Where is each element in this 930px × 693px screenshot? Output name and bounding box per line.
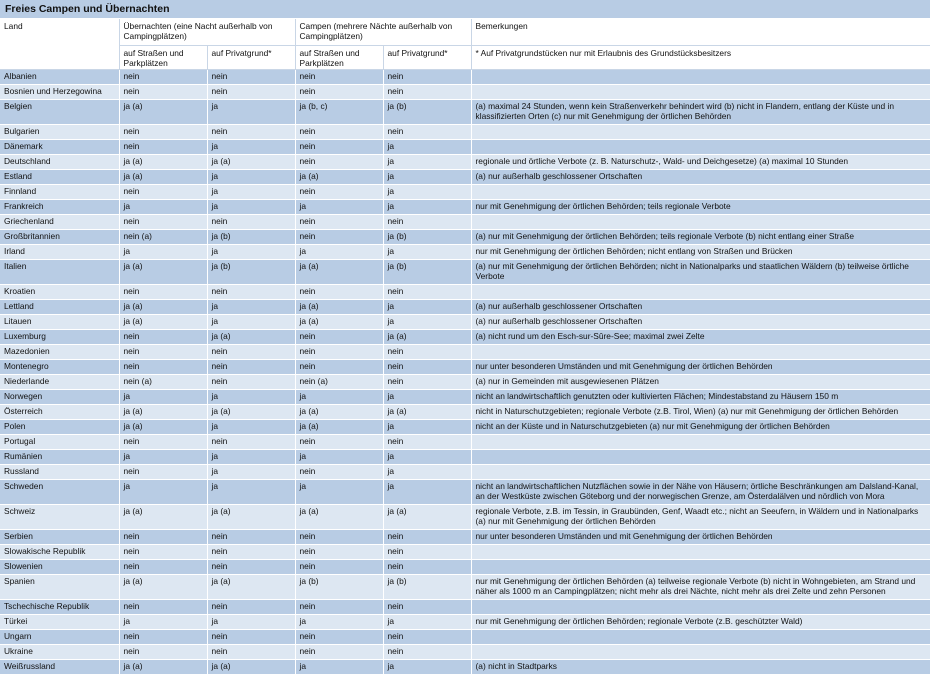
cell-campen-privat: ja	[383, 199, 471, 214]
cell-uebernachten-strassen: nein	[119, 344, 207, 359]
cell-uebernachten-privat: nein	[207, 559, 295, 574]
table-row	[0, 139, 930, 154]
cell-bemerkungen	[471, 629, 930, 644]
cell-bemerkungen	[471, 544, 930, 559]
table-row	[0, 314, 930, 329]
cell-uebernachten-privat: ja	[207, 479, 295, 504]
cell-land: Slowenien	[0, 559, 119, 574]
table-row	[0, 69, 930, 84]
cell-campen-privat: nein	[383, 69, 471, 84]
cell-uebernachten-privat: nein	[207, 69, 295, 84]
cell-land: Frankreich	[0, 199, 119, 214]
cell-uebernachten-privat: ja (a)	[207, 504, 295, 529]
cell-bemerkungen	[471, 84, 930, 99]
cell-uebernachten-strassen: nein	[119, 629, 207, 644]
cell-campen-strassen: nein	[295, 214, 383, 229]
cell-bemerkungen: nicht an landwirtschaftlichen Nutzflächen sowie in der Nähe von Häusern; örtliche Beschränkungen am Dalsland-Kanal, an der Westküste zwischen Göteborg und der norwegischen Grenze, am Österdalälven und nördlich von Mora	[471, 479, 930, 504]
header-c-privat: auf Privatgrund*	[383, 45, 471, 69]
camping-table	[0, 19, 930, 675]
cell-land: Schweden	[0, 479, 119, 504]
cell-campen-strassen: ja	[295, 479, 383, 504]
table-row	[0, 284, 930, 299]
cell-uebernachten-privat: nein	[207, 644, 295, 659]
cell-campen-privat: nein	[383, 344, 471, 359]
cell-land: Bosnien und Herzegowina	[0, 84, 119, 99]
cell-uebernachten-strassen: ja	[119, 614, 207, 629]
cell-uebernachten-privat: nein	[207, 599, 295, 614]
cell-campen-strassen: ja (b)	[295, 574, 383, 599]
cell-bemerkungen	[471, 434, 930, 449]
table-row	[0, 359, 930, 374]
cell-bemerkungen	[471, 344, 930, 359]
cell-campen-privat: ja	[383, 154, 471, 169]
cell-campen-strassen: ja (a)	[295, 419, 383, 434]
table-row	[0, 374, 930, 389]
cell-uebernachten-strassen: nein	[119, 84, 207, 99]
cell-campen-strassen: nein	[295, 284, 383, 299]
cell-uebernachten-strassen: nein	[119, 284, 207, 299]
cell-uebernachten-privat: ja (a)	[207, 404, 295, 419]
cell-campen-strassen: ja	[295, 389, 383, 404]
cell-uebernachten-privat: ja	[207, 169, 295, 184]
cell-campen-strassen: nein	[295, 154, 383, 169]
cell-uebernachten-strassen: ja (a)	[119, 154, 207, 169]
cell-land: Lettland	[0, 299, 119, 314]
cell-uebernachten-privat: ja	[207, 99, 295, 124]
cell-campen-strassen: nein	[295, 434, 383, 449]
cell-campen-strassen: nein	[295, 529, 383, 544]
cell-campen-privat: nein	[383, 529, 471, 544]
header-footnote: * Auf Privatgrundstücken nur mit Erlaubnis des Grundstücksbesitzers	[471, 45, 930, 69]
cell-land: Kroatien	[0, 284, 119, 299]
cell-campen-privat: nein	[383, 374, 471, 389]
cell-campen-privat: nein	[383, 629, 471, 644]
table-row	[0, 169, 930, 184]
table-row	[0, 99, 930, 124]
cell-campen-strassen: nein	[295, 599, 383, 614]
cell-campen-privat: ja	[383, 169, 471, 184]
cell-uebernachten-privat: ja	[207, 449, 295, 464]
table-row	[0, 344, 930, 359]
cell-uebernachten-strassen: nein	[119, 184, 207, 199]
cell-bemerkungen	[471, 124, 930, 139]
header-campen: Campen (mehrere Nächte außerhalb von Campingplätzen)	[295, 19, 471, 45]
cell-uebernachten-strassen: ja	[119, 449, 207, 464]
cell-campen-privat: ja	[383, 449, 471, 464]
cell-bemerkungen: nur mit Genehmigung der örtlichen Behörden (a) teilweise regionale Verbote (b) nicht in Wohngebieten, am Strand und näher als 1000 m an Campingplätzen; nicht mehr als drei Nächte, nicht mehr als drei Zelte und zehn Personen	[471, 574, 930, 599]
cell-uebernachten-privat: nein	[207, 434, 295, 449]
cell-uebernachten-strassen: nein	[119, 329, 207, 344]
cell-land: Slowakische Republik	[0, 544, 119, 559]
header-row-sub	[0, 45, 930, 69]
table-row	[0, 124, 930, 139]
cell-uebernachten-strassen: nein	[119, 124, 207, 139]
cell-bemerkungen	[471, 184, 930, 199]
cell-land: Ukraine	[0, 644, 119, 659]
cell-campen-strassen: ja (b, c)	[295, 99, 383, 124]
table-row	[0, 464, 930, 479]
cell-bemerkungen	[471, 69, 930, 84]
cell-uebernachten-strassen: nein	[119, 359, 207, 374]
cell-land: Italien	[0, 259, 119, 284]
table-row	[0, 659, 930, 674]
cell-uebernachten-privat: ja	[207, 419, 295, 434]
cell-campen-privat: ja	[383, 389, 471, 404]
cell-land: Spanien	[0, 574, 119, 599]
cell-uebernachten-privat: ja	[207, 614, 295, 629]
cell-bemerkungen: (a) nur in Gemeinden mit ausgewiesenen Plätzen	[471, 374, 930, 389]
cell-campen-privat: ja	[383, 299, 471, 314]
cell-uebernachten-privat: nein	[207, 374, 295, 389]
table-row	[0, 389, 930, 404]
cell-campen-strassen: nein	[295, 124, 383, 139]
table-row	[0, 599, 930, 614]
cell-campen-strassen: ja	[295, 244, 383, 259]
cell-campen-privat: ja	[383, 659, 471, 674]
cell-land: Schweiz	[0, 504, 119, 529]
cell-campen-strassen: nein	[295, 69, 383, 84]
cell-campen-strassen: nein	[295, 644, 383, 659]
cell-bemerkungen: (a) nur außerhalb geschlossener Ortschaften	[471, 314, 930, 329]
cell-uebernachten-strassen: nein	[119, 69, 207, 84]
cell-campen-privat: ja	[383, 479, 471, 504]
cell-campen-strassen: ja	[295, 659, 383, 674]
cell-uebernachten-strassen: ja (a)	[119, 259, 207, 284]
cell-uebernachten-strassen: ja (a)	[119, 574, 207, 599]
table-row	[0, 229, 930, 244]
table-row	[0, 299, 930, 314]
cell-uebernachten-strassen: nein	[119, 139, 207, 154]
cell-bemerkungen	[471, 214, 930, 229]
cell-campen-privat: ja	[383, 314, 471, 329]
cell-land: Polen	[0, 419, 119, 434]
cell-land: Deutschland	[0, 154, 119, 169]
cell-uebernachten-strassen: nein (a)	[119, 229, 207, 244]
table-row	[0, 449, 930, 464]
header-u-privat: auf Privatgrund*	[207, 45, 295, 69]
table-row	[0, 199, 930, 214]
cell-uebernachten-privat: nein	[207, 344, 295, 359]
cell-bemerkungen: (a) maximal 24 Stunden, wenn kein Straßenverkehr behindert wird (b) nicht in Flandern, entlang der Küste und in klassifizierten Orten (c) nur mit Genehmigung der örtlichen Behörden	[471, 99, 930, 124]
cell-uebernachten-strassen: ja	[119, 199, 207, 214]
cell-campen-privat: ja (b)	[383, 229, 471, 244]
cell-uebernachten-strassen: nein	[119, 529, 207, 544]
cell-campen-privat: ja	[383, 614, 471, 629]
cell-uebernachten-privat: ja (b)	[207, 259, 295, 284]
cell-campen-strassen: nein	[295, 544, 383, 559]
cell-land: Montenegro	[0, 359, 119, 374]
cell-campen-strassen: nein (a)	[295, 374, 383, 389]
cell-bemerkungen	[471, 284, 930, 299]
cell-uebernachten-privat: nein	[207, 84, 295, 99]
cell-uebernachten-strassen: ja (a)	[119, 659, 207, 674]
cell-bemerkungen: (a) nicht in Stadtparks	[471, 659, 930, 674]
cell-bemerkungen: nur mit Genehmigung der örtlichen Behörden; teils regionale Verbote	[471, 199, 930, 214]
cell-campen-privat: ja	[383, 419, 471, 434]
header-land: Land	[0, 19, 119, 69]
cell-uebernachten-privat: ja	[207, 184, 295, 199]
table-body	[0, 69, 930, 674]
cell-campen-strassen: nein	[295, 139, 383, 154]
cell-uebernachten-privat: ja (a)	[207, 329, 295, 344]
cell-uebernachten-privat: ja (a)	[207, 574, 295, 599]
cell-bemerkungen: nur unter besonderen Umständen und mit Genehmigung der örtlichen Behörden	[471, 359, 930, 374]
table-row	[0, 504, 930, 529]
cell-land: Rumänien	[0, 449, 119, 464]
table-row	[0, 214, 930, 229]
cell-land: Finnland	[0, 184, 119, 199]
cell-land: Albanien	[0, 69, 119, 84]
cell-uebernachten-strassen: ja	[119, 389, 207, 404]
cell-uebernachten-privat: ja	[207, 199, 295, 214]
cell-campen-strassen: nein	[295, 559, 383, 574]
cell-campen-strassen: nein	[295, 184, 383, 199]
cell-campen-privat: nein	[383, 124, 471, 139]
table-row	[0, 559, 930, 574]
cell-uebernachten-privat: nein	[207, 284, 295, 299]
cell-bemerkungen: (a) nur mit Genehmigung der örtlichen Behörden; teils regionale Verbote (b) nicht entlang einer Straße	[471, 229, 930, 244]
cell-campen-privat: ja	[383, 184, 471, 199]
cell-bemerkungen	[471, 599, 930, 614]
cell-campen-privat: ja	[383, 139, 471, 154]
header-u-strassen: auf Straßen und Parkplätzen	[119, 45, 207, 69]
table-row	[0, 184, 930, 199]
cell-bemerkungen: nur mit Genehmigung der örtlichen Behörden; nicht entlang von Straßen und Brücken	[471, 244, 930, 259]
cell-uebernachten-privat: nein	[207, 124, 295, 139]
cell-land: Mazedonien	[0, 344, 119, 359]
cell-uebernachten-privat: ja	[207, 389, 295, 404]
cell-bemerkungen: (a) nur mit Genehmigung der örtlichen Behörden; nicht in Nationalparks und staatlichen Wäldern (b) teilweise örtliche Verbote	[471, 259, 930, 284]
cell-bemerkungen: regionale und örtliche Verbote (z. B. Naturschutz-, Wald- und Deichgesetze) (a) maximal 10 Stunden	[471, 154, 930, 169]
cell-bemerkungen	[471, 449, 930, 464]
cell-campen-privat: ja (a)	[383, 329, 471, 344]
cell-uebernachten-strassen: ja	[119, 244, 207, 259]
cell-uebernachten-privat: ja (a)	[207, 659, 295, 674]
cell-uebernachten-strassen: ja (a)	[119, 99, 207, 124]
cell-campen-strassen: ja (a)	[295, 504, 383, 529]
cell-campen-strassen: nein	[295, 84, 383, 99]
table-row	[0, 479, 930, 504]
cell-bemerkungen	[471, 139, 930, 154]
cell-land: Dänemark	[0, 139, 119, 154]
cell-campen-strassen: ja (a)	[295, 404, 383, 419]
cell-land: Irland	[0, 244, 119, 259]
cell-campen-privat: ja (b)	[383, 259, 471, 284]
cell-campen-strassen: nein	[295, 629, 383, 644]
cell-campen-strassen: ja (a)	[295, 169, 383, 184]
cell-campen-privat: nein	[383, 644, 471, 659]
table-row	[0, 529, 930, 544]
cell-bemerkungen	[471, 464, 930, 479]
cell-uebernachten-strassen: ja (a)	[119, 504, 207, 529]
cell-bemerkungen: nicht in Naturschutzgebieten; regionale Verbote (z.B. Tirol, Wien) (a) nur mit Genehmigung der örtlichen Behörden	[471, 404, 930, 419]
header-bemerkungen: Bemerkungen	[471, 19, 930, 45]
cell-uebernachten-strassen: nein	[119, 214, 207, 229]
table-row	[0, 404, 930, 419]
cell-uebernachten-privat: ja (a)	[207, 154, 295, 169]
cell-land: Niederlande	[0, 374, 119, 389]
cell-campen-privat: nein	[383, 284, 471, 299]
cell-campen-privat: nein	[383, 599, 471, 614]
table-row	[0, 244, 930, 259]
cell-campen-strassen: ja	[295, 199, 383, 214]
table-row	[0, 434, 930, 449]
cell-bemerkungen: regionale Verbote, z.B. im Tessin, in Graubünden, Genf, Waadt etc.; nicht an Seeufern, in Wäldern und in Nationalparks (a) nur mit Genehmigung der örtlichen Behörden	[471, 504, 930, 529]
cell-land: Litauen	[0, 314, 119, 329]
cell-campen-privat: ja (a)	[383, 404, 471, 419]
cell-uebernachten-strassen: nein	[119, 599, 207, 614]
cell-campen-strassen: ja (a)	[295, 299, 383, 314]
cell-land: Russland	[0, 464, 119, 479]
cell-campen-strassen: nein	[295, 344, 383, 359]
cell-uebernachten-privat: ja	[207, 314, 295, 329]
cell-uebernachten-strassen: ja (a)	[119, 169, 207, 184]
cell-land: Griechenland	[0, 214, 119, 229]
cell-uebernachten-strassen: ja	[119, 479, 207, 504]
cell-uebernachten-strassen: ja (a)	[119, 404, 207, 419]
cell-bemerkungen: nur mit Genehmigung der örtlichen Behörden; regionale Verbote (z.B. geschützter Wald)	[471, 614, 930, 629]
cell-uebernachten-strassen: nein	[119, 559, 207, 574]
table-row	[0, 259, 930, 284]
table-row	[0, 544, 930, 559]
cell-campen-privat: nein	[383, 559, 471, 574]
cell-land: Bulgarien	[0, 124, 119, 139]
cell-land: Ungarn	[0, 629, 119, 644]
cell-campen-strassen: nein	[295, 329, 383, 344]
cell-uebernachten-strassen: ja (a)	[119, 314, 207, 329]
cell-uebernachten-privat: ja	[207, 139, 295, 154]
cell-land: Belgien	[0, 99, 119, 124]
table-title: Freies Campen und Übernachten	[0, 0, 930, 19]
cell-campen-strassen: ja	[295, 449, 383, 464]
cell-campen-privat: nein	[383, 359, 471, 374]
cell-uebernachten-privat: nein	[207, 629, 295, 644]
cell-campen-strassen: nein	[295, 464, 383, 479]
cell-bemerkungen: (a) nur außerhalb geschlossener Ortschaften	[471, 299, 930, 314]
header-c-strassen: auf Straßen und Parkplätzen	[295, 45, 383, 69]
cell-uebernachten-privat: ja	[207, 299, 295, 314]
cell-campen-privat: ja	[383, 244, 471, 259]
table-row	[0, 419, 930, 434]
cell-land: Tschechische Republik	[0, 599, 119, 614]
cell-campen-privat: nein	[383, 214, 471, 229]
cell-campen-strassen: nein	[295, 229, 383, 244]
table-row	[0, 614, 930, 629]
cell-campen-privat: ja (b)	[383, 99, 471, 124]
cell-land: Weißrussland	[0, 659, 119, 674]
cell-uebernachten-privat: nein	[207, 544, 295, 559]
cell-land: Portugal	[0, 434, 119, 449]
cell-land: Norwegen	[0, 389, 119, 404]
cell-land: Serbien	[0, 529, 119, 544]
cell-campen-privat: nein	[383, 544, 471, 559]
cell-campen-privat: ja (b)	[383, 574, 471, 599]
table-row	[0, 574, 930, 599]
table-row	[0, 154, 930, 169]
cell-uebernachten-strassen: ja (a)	[119, 299, 207, 314]
cell-uebernachten-strassen: nein	[119, 434, 207, 449]
table-row	[0, 329, 930, 344]
cell-campen-privat: ja (a)	[383, 504, 471, 529]
cell-uebernachten-privat: ja	[207, 464, 295, 479]
cell-uebernachten-privat: nein	[207, 529, 295, 544]
cell-bemerkungen: nicht an der Küste und in Naturschutzgebieten (a) nur mit Genehmigung der örtlichen Behörden	[471, 419, 930, 434]
header-row-top	[0, 19, 930, 45]
cell-bemerkungen	[471, 559, 930, 574]
cell-land: Großbritannien	[0, 229, 119, 244]
cell-uebernachten-strassen: nein	[119, 464, 207, 479]
cell-uebernachten-privat: ja (b)	[207, 229, 295, 244]
header-uebernachten: Übernachten (eine Nacht außerhalb von Campingplätzen)	[119, 19, 295, 45]
cell-land: Estland	[0, 169, 119, 184]
cell-uebernachten-strassen: nein (a)	[119, 374, 207, 389]
cell-land: Österreich	[0, 404, 119, 419]
cell-bemerkungen: nicht an landwirtschaftlich genutzten oder kultivierten Flächen; Mindestabstand zu Häusern 150 m	[471, 389, 930, 404]
cell-campen-strassen: ja (a)	[295, 259, 383, 284]
cell-bemerkungen: (a) nicht rund um den Esch-sur-Sûre-See; maximal zwei Zelte	[471, 329, 930, 344]
cell-campen-privat: nein	[383, 84, 471, 99]
cell-uebernachten-privat: ja	[207, 244, 295, 259]
table-row	[0, 629, 930, 644]
cell-campen-privat: ja	[383, 464, 471, 479]
cell-campen-strassen: nein	[295, 359, 383, 374]
cell-bemerkungen	[471, 644, 930, 659]
cell-land: Türkei	[0, 614, 119, 629]
cell-uebernachten-strassen: nein	[119, 644, 207, 659]
cell-uebernachten-privat: nein	[207, 214, 295, 229]
cell-uebernachten-privat: nein	[207, 359, 295, 374]
cell-uebernachten-strassen: nein	[119, 544, 207, 559]
cell-campen-privat: nein	[383, 434, 471, 449]
cell-land: Luxemburg	[0, 329, 119, 344]
table-row	[0, 644, 930, 659]
cell-bemerkungen: nur unter besonderen Umständen und mit Genehmigung der örtlichen Behörden	[471, 529, 930, 544]
cell-campen-strassen: ja (a)	[295, 314, 383, 329]
table-row	[0, 84, 930, 99]
cell-campen-strassen: ja	[295, 614, 383, 629]
cell-bemerkungen: (a) nur außerhalb geschlossener Ortschaften	[471, 169, 930, 184]
cell-uebernachten-strassen: ja (a)	[119, 419, 207, 434]
